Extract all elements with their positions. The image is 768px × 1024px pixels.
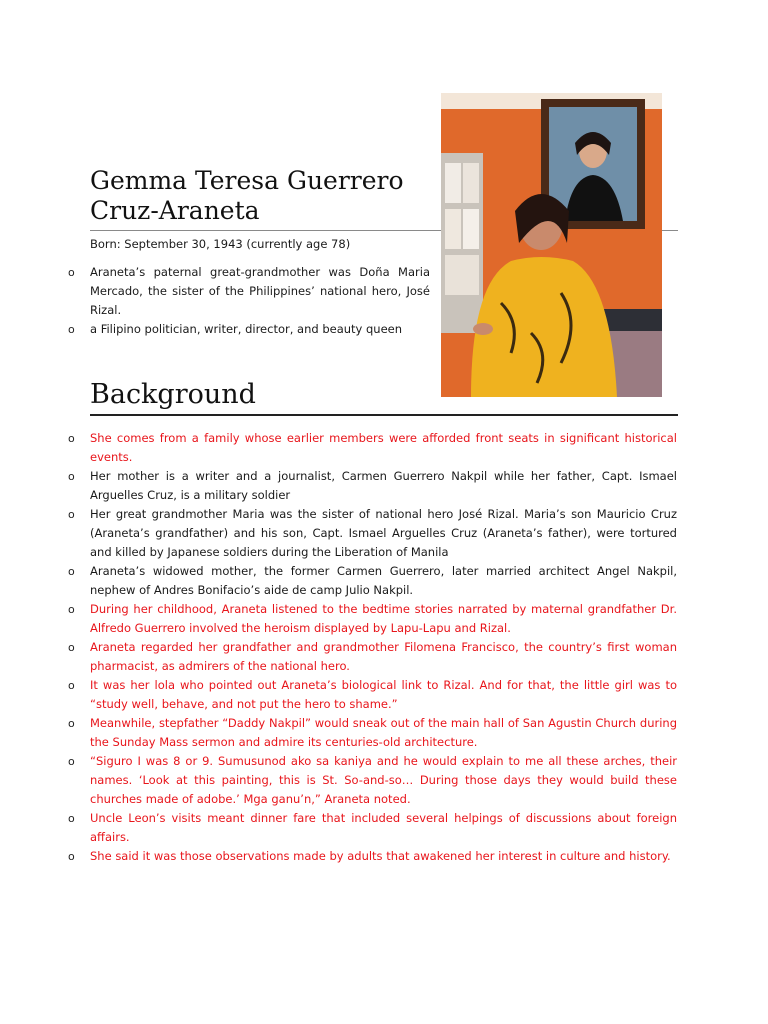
bullet-icon: o (68, 565, 75, 578)
list-item (68, 676, 677, 714)
bullet-icon: o (68, 508, 75, 521)
list-item-text: Her great grandmother Maria was the sister of national hero José Rizal. Maria’s son Mauricio Cruz (Araneta’s grandfather) and his son, Capt. Ismael Arguelles Cruz (Araneta’s father), were tortured and killed by Japanese soldiers during the Liberation of Manila (90, 507, 677, 559)
background-heading: Background (90, 379, 256, 410)
list-item (68, 847, 677, 866)
birth-info: Born: September 30, 1943 (currently age 78) (90, 237, 351, 251)
intro-list (68, 263, 430, 339)
bullet-icon: o (68, 679, 75, 692)
list-item-text: Her mother is a writer and a journalist, Carmen Guerrero Nakpil while her father, Capt. Ismael Arguelles Cruz, is a military soldier (90, 469, 677, 502)
list-item-text: She said it was those observations made by adults that awakened her interest in culture and history. (90, 849, 671, 863)
list-item-text: Araneta’s paternal great-grandmother was Doña Maria Mercado, the sister of the Philippines’ national hero, José Rizal. (90, 265, 430, 317)
list-item (68, 752, 677, 809)
bullet-icon: o (68, 603, 75, 616)
list-item (68, 263, 430, 320)
list-item (68, 429, 677, 467)
list-item-text: a Filipino politician, writer, director, and beauty queen (90, 322, 403, 336)
list-item-text: “Siguro I was 8 or 9. Sumusunod ako sa kaniya and he would explain to me all these arches, their names. ‘Look at this painting, this is St. So-and-so… During those days they would build these churches made of adobe.’ Mga ganu’n,” Araneta noted. (90, 754, 677, 806)
list-item-text: Uncle Leon’s visits meant dinner fare that included several helpings of discussions about foreign affairs. (90, 811, 677, 844)
person-name-line2: Cruz-Araneta (90, 196, 260, 225)
portrait-photo (441, 93, 662, 397)
bullet-icon: o (68, 432, 75, 445)
list-item (68, 638, 677, 676)
bullet-icon: o (68, 641, 75, 654)
list-item-text: During her childhood, Araneta listened to the bedtime stories narrated by maternal grandfather Dr. Alfredo Guerrero involved the heroism displayed by Lapu-Lapu and Rizal. (90, 602, 677, 635)
background-divider (90, 414, 678, 416)
list-item-text: Araneta’s widowed mother, the former Carmen Guerrero, later married architect Angel Nakpil, nephew of Andres Bonifacio’s aide de camp Julio Nakpil. (90, 564, 677, 597)
bullet-icon: o (68, 266, 75, 279)
person-name (90, 166, 435, 226)
list-item-text: Meanwhile, stepfather “Daddy Nakpil” would sneak out of the main hall of San Agustin Church during the Sunday Mass sermon and admire its centuries-old architecture. (90, 716, 677, 749)
bullet-icon: o (68, 812, 75, 825)
list-item (68, 562, 677, 600)
bullet-icon: o (68, 470, 75, 483)
list-item (68, 320, 430, 339)
person-name-line1: Gemma Teresa Guerrero (90, 166, 404, 195)
list-item (68, 714, 677, 752)
list-item-text: It was her lola who pointed out Araneta’s biological link to Rizal. And for that, the little girl was to “study well, behave, and not put the hero to shame.” (90, 678, 677, 711)
bullet-icon: o (68, 755, 75, 768)
list-item (68, 467, 677, 505)
list-item (68, 809, 677, 847)
list-item-text: Araneta regarded her grandfather and grandmother Filomena Francisco, the country’s first woman pharmacist, as admirers of the national hero. (90, 640, 677, 673)
bullet-icon: o (68, 323, 75, 336)
list-item (68, 600, 677, 638)
bullet-icon: o (68, 717, 75, 730)
list-item (68, 505, 677, 562)
bullet-icon: o (68, 850, 75, 863)
background-list (68, 429, 677, 866)
list-item-text: She comes from a family whose earlier members were afforded front seats in significant historical events. (90, 431, 677, 464)
